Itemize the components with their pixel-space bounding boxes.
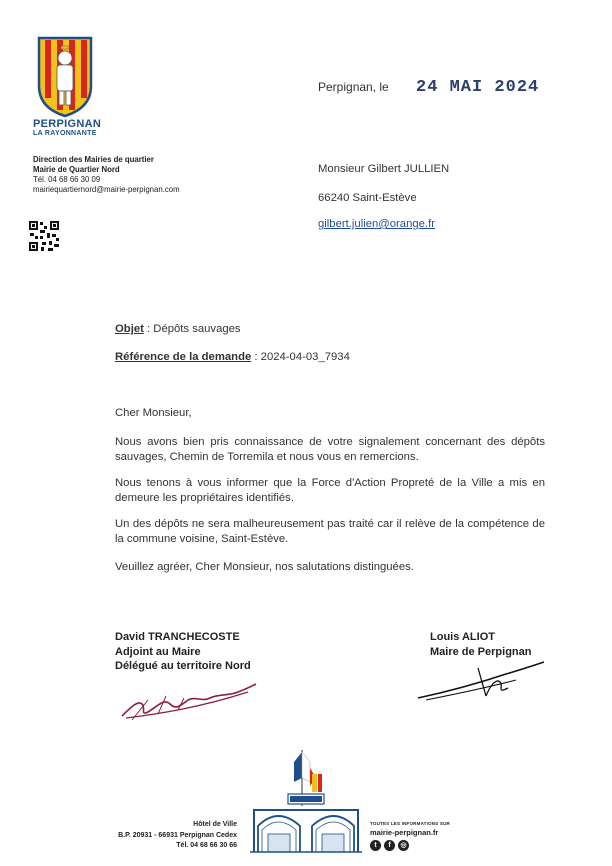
city-name: PERPIGNAN [33, 118, 102, 130]
sender-email: mairiequartiernord@mairie-perpignan.com [33, 185, 180, 194]
reference-line [115, 351, 350, 363]
sender-department: Direction des Mairies de quartier [33, 155, 154, 164]
signatory-left-title: Adjoint au Maire [115, 645, 201, 658]
sender-office: Mairie de Quartier Nord [33, 165, 120, 174]
instagram-icon[interactable]: ◎ [398, 840, 409, 851]
reference-value: : 2024-04-03_7934 [251, 351, 350, 363]
reference-label: Référence de la demande [115, 351, 252, 363]
salutation: Cher Monsieur, [115, 407, 192, 419]
social-icons [370, 840, 450, 851]
signature-right-scribble [416, 658, 548, 704]
paragraph-3: Un des dépôts ne sera malheureusement pas traité car il relève de la compétence de la commune voisine, Saint-Estève. [115, 518, 545, 545]
subject-label: Objet [115, 323, 144, 335]
signatory-right-name: Louis ALIOT [430, 631, 495, 643]
signatory-left-delegation: Délégué au territoire Nord [115, 660, 251, 672]
footer-website[interactable]: mairie-perpignan.fr [370, 828, 439, 837]
facebook-icon[interactable]: f [384, 840, 395, 851]
signatory-left-name: David TRANCHECOSTE [115, 631, 240, 643]
footer-phone: Tél. 04 68 66 30 66 [176, 842, 237, 849]
sender-phone: Tél. 04 68 66 30 09 [33, 175, 101, 184]
footer-info [370, 821, 450, 851]
signatory-right-title: Maire de Perpignan [430, 645, 532, 658]
signatory-left [115, 630, 251, 674]
footer-postal-address: B.P. 20931 - 66931 Perpignan Cedex [118, 831, 237, 839]
footer-hall-label: Hôtel de Ville [193, 821, 237, 828]
footer-info-label: TOUTES LES INFORMATIONS SUR [370, 821, 450, 826]
paragraph-1: Nous avons bien pris connaissance de votre signalement concernant des dépôts sauvages, Chemin de Torremila et nous vous en remercions. [115, 436, 545, 463]
paragraph-2: Nous tenons à vous informer que la Force d'Action Propreté de la Ville a mis en demeure les propriétaires identifiés. [115, 477, 545, 504]
signature-left-scribble [118, 678, 260, 724]
recipient-name: Monsieur Gilbert JULLIEN [318, 163, 450, 175]
town-hall-icon [250, 748, 362, 854]
recipient-block [318, 162, 449, 206]
letter-place: Perpignan, le [318, 80, 389, 94]
date-stamp: 24 MAI 2024 [416, 78, 540, 97]
recipient-email[interactable]: gilbert.julien@orange.fr [318, 218, 435, 230]
qr-code-icon [28, 220, 60, 252]
subject-line [115, 323, 241, 335]
signatory-right [430, 630, 531, 659]
footer-address [113, 820, 237, 852]
sender-block [33, 155, 180, 195]
subject-value: : Dépôts sauvages [143, 323, 241, 335]
recipient-address: 66240 Saint-Estève [318, 192, 417, 204]
closing-line: Veuillez agréer, Cher Monsieur, nos salutations distinguées. [115, 561, 414, 573]
city-tagline: LA RAYONNANTE [33, 130, 97, 137]
twitter-icon[interactable]: t [370, 840, 381, 851]
coat-of-arms-icon [37, 36, 93, 118]
